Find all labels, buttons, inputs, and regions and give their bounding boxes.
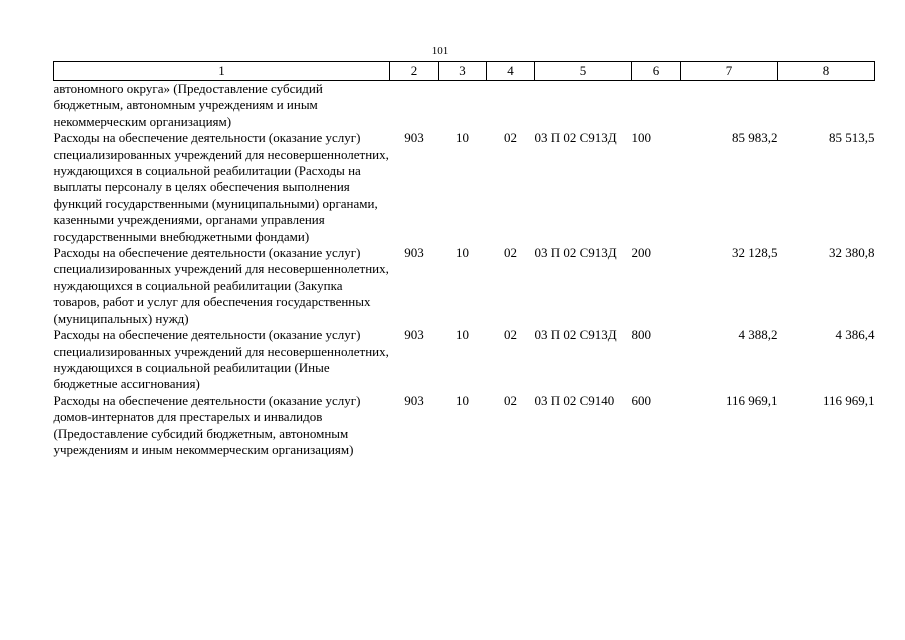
amount-year-2: 116 969,1: [822, 392, 875, 408]
grbs-code: [390, 81, 439, 131]
amount-year-1: 4 388,2: [738, 327, 778, 343]
amount-year-2: 32 380,8: [829, 245, 875, 261]
subsection-code: 02: [504, 392, 517, 408]
budget-table: [53, 61, 875, 458]
grbs-code: 903: [404, 245, 424, 261]
table-row: [54, 393, 875, 459]
expense-name: Расходы на обеспечение деятельности (оказание услуг) специализированных учреждений для несовершеннолетних, нуждающихся в социальной реабилитации (Закупка товаров, работ и услуг для обеспечения государственных (муниципальных) нужд): [53, 245, 389, 326]
amount-year-2: 4 386,4: [835, 327, 875, 343]
expense-name: автономного округа» (Предоставление субсидий бюджетным, автономным учреждениям и иным некоммерческим организациям): [53, 81, 323, 129]
target-article-code: 03 П 02 С913Д: [534, 130, 617, 146]
section-code: 10: [456, 392, 469, 408]
column-header-4: 4: [487, 62, 535, 81]
target-article-code: [535, 81, 632, 131]
amount-year-1: [681, 81, 778, 131]
target-article-code: 03 П 02 С9140: [534, 392, 615, 408]
column-header-2: 2: [390, 62, 439, 81]
table-row: [54, 130, 875, 245]
table-row: [54, 245, 875, 327]
amount-year-1: 32 128,5: [732, 245, 778, 261]
column-header-5: 5: [535, 62, 632, 81]
table-row: [54, 81, 875, 131]
column-header-7: 7: [681, 62, 778, 81]
subsection-code: 02: [504, 327, 517, 343]
column-header-6: 6: [632, 62, 681, 81]
expense-type-code: 100: [631, 130, 651, 146]
amount-year-1: 116 969,1: [725, 392, 778, 408]
grbs-code: 903: [404, 327, 424, 343]
amount-year-2: [778, 81, 875, 131]
target-article-code: 03 П 02 С913Д: [534, 245, 617, 261]
table-row: [54, 327, 875, 393]
section-code: 10: [456, 245, 469, 261]
amount-year-2: 85 513,5: [829, 130, 875, 146]
page-number: 101: [431, 45, 449, 57]
expense-type-code: [632, 81, 681, 131]
subsection-code: [487, 81, 535, 131]
section-code: 10: [456, 130, 469, 146]
expense-name: Расходы на обеспечение деятельности (оказание услуг) домов-интернатов для престарелых и инвалидов (Предоставление субсидий бюджетным, автономным учреждениям и иным некоммерческим организациям): [53, 392, 361, 457]
expense-name: Расходы на обеспечение деятельности (оказание услуг) специализированных учреждений для несовершеннолетних, нуждающихся в социальной реабилитации (Расходы на выплаты персоналу в целях обеспечения выполнения функций государственными (муниципальными) органами, казенными учреждениями, органами управления государственными внебюджетными фондами): [53, 130, 389, 244]
amount-year-1: 85 983,2: [732, 130, 778, 146]
grbs-code: 903: [404, 392, 424, 408]
expense-type-code: 800: [631, 327, 651, 343]
expense-type-code: 200: [631, 245, 651, 261]
expense-name: Расходы на обеспечение деятельности (оказание услуг) специализированных учреждений для несовершеннолетних, нуждающихся в социальной реабилитации (Иные бюджетные ассигнования): [53, 327, 389, 392]
subsection-code: 02: [504, 245, 517, 261]
column-number-row: [54, 62, 875, 81]
column-header-3: 3: [439, 62, 487, 81]
expense-type-code: 600: [631, 392, 651, 408]
target-article-code: 03 П 02 С913Д: [534, 327, 617, 343]
subsection-code: 02: [504, 130, 517, 146]
column-header-8: 8: [778, 62, 875, 81]
grbs-code: 903: [404, 130, 424, 146]
section-code: [439, 81, 487, 131]
section-code: 10: [456, 327, 469, 343]
column-header-1: 1: [54, 62, 390, 81]
